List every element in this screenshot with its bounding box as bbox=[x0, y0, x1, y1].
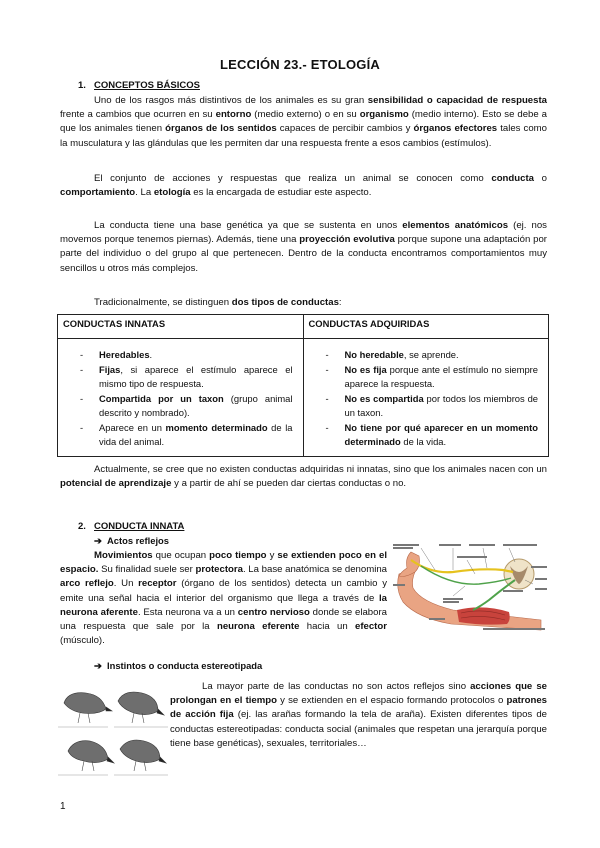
list-item: - No es compartida por todos los miembros de un taxon. bbox=[325, 392, 538, 418]
arrow-icon: ➔ bbox=[94, 535, 102, 546]
arrow-icon: ➔ bbox=[94, 660, 102, 671]
subheading-instintos: ➔ Instintos o conducta estereotipada bbox=[94, 660, 263, 671]
lesson-title: LECCIÓN 23.- ETOLOGÍA bbox=[220, 57, 380, 72]
list-item: - Fijas, si aparece el estímulo aparece el mismo tipo de respuesta. bbox=[80, 363, 293, 389]
birds-illustration bbox=[58, 683, 168, 787]
section1-heading bbox=[78, 80, 200, 91]
section1-number: 1. bbox=[78, 80, 86, 91]
paragraph-base-genetica: La conducta tiene una base genética ya que se sustenta en unos elementos anatómicos (ej. nos movemos porque tenemos piernas). Además, tiene una proyección evolutiva porque supone una adaptación por parte del individuo o del grupo al que pertenecen. Dentro de la conducta encontramos comportamientos muy sencillos u otros más complejos. bbox=[60, 220, 547, 274]
section2-label: CONDUCTA INNATA bbox=[94, 521, 185, 532]
cell-adquiridas bbox=[303, 339, 549, 457]
conductas-table bbox=[57, 314, 549, 457]
paragraph-actualmente: Actualmente, se cree que no existen conductas adquiridas ni innatas, sino que los animales nacen con un potencial de aprendizaje y a partir de ahí se pueden dar ciertas conductas o no. bbox=[60, 464, 547, 490]
paragraph-tipos-conductas: Tradicionalmente, se distinguen dos tipos de conductas: bbox=[94, 297, 342, 308]
cell-innatas bbox=[58, 339, 304, 457]
list-item: - Heredables. bbox=[80, 349, 153, 360]
page-number: 1 bbox=[60, 801, 66, 812]
list-item: - Aparece en un momento determinado de la vida del animal. bbox=[80, 421, 293, 447]
header-innatas: CONDUCTAS INNATAS bbox=[58, 315, 304, 339]
paragraph-conducta: El conjunto de acciones y respuestas que realiza un animal se conocen como conducta o comportamiento. La etología es la encargada de estudiar este aspecto. bbox=[60, 173, 547, 199]
subheading-actos-reflejos: ➔ Actos reflejos bbox=[94, 535, 169, 546]
paragraph-sensibilidad: Uno de los rasgos más distintivos de los animales es su gran sensibilidad o capacidad de respuesta frente a cambios que ocurren en su entorno (medio externo) o en su organismo (medio interno). Esto se debe a que los animales tienen órganos de los sentidos capaces de percibir cambios y órganos efectores tales como la musculatura y las glándulas que les permiten dar una respuesta frente a esos cambios (estímulos). bbox=[60, 95, 547, 149]
list-item: - No es fija porque ante el estímulo no siempre aparece la respuesta. bbox=[325, 363, 538, 389]
section2-number: 2. bbox=[78, 521, 86, 532]
paragraph-instintos: La mayor parte de las conductas no son actos reflejos sino acciones que se prolongan en el tiempo y se extienden en el espacio formando protocolos o patrones de acción fija (ej. las arañas formando la tela de araña). Existen diferentes tipos de conductas estereotipadas: conducta social (animales que respetan una jerarquía porque tiene base genéticas), sexuales, territoriales… bbox=[170, 681, 547, 749]
list-item: - Compartida por un taxon (grupo animal descrito y nombrado). bbox=[80, 392, 293, 418]
list-item: - No heredable, se aprende. bbox=[325, 349, 459, 360]
list-item: - No tiene por qué aparecer en un momento determinado de la vida. bbox=[325, 421, 538, 447]
section2-heading bbox=[78, 521, 184, 532]
header-adquiridas: CONDUCTAS ADQUIRIDAS bbox=[303, 315, 549, 339]
reflex-arc-illustration bbox=[391, 544, 549, 636]
paragraph-actos-reflejos: Movimientos que ocupan poco tiempo y se extienden poco en el espacio. Su finalidad suele ser protectora. La base anatómica se denomina arco reflejo. Un receptor (órgano de los sentidos) detecta un cambio y emite una señal hacia el interior del organismo que llega a través de la neurona aferente. Esta neurona va a un centro nervioso donde se elabora una respuesta que sale por la neurona eferente hacia un efector (músculo). bbox=[60, 550, 388, 647]
section1-label: CONCEPTOS BÁSICOS bbox=[94, 80, 200, 91]
